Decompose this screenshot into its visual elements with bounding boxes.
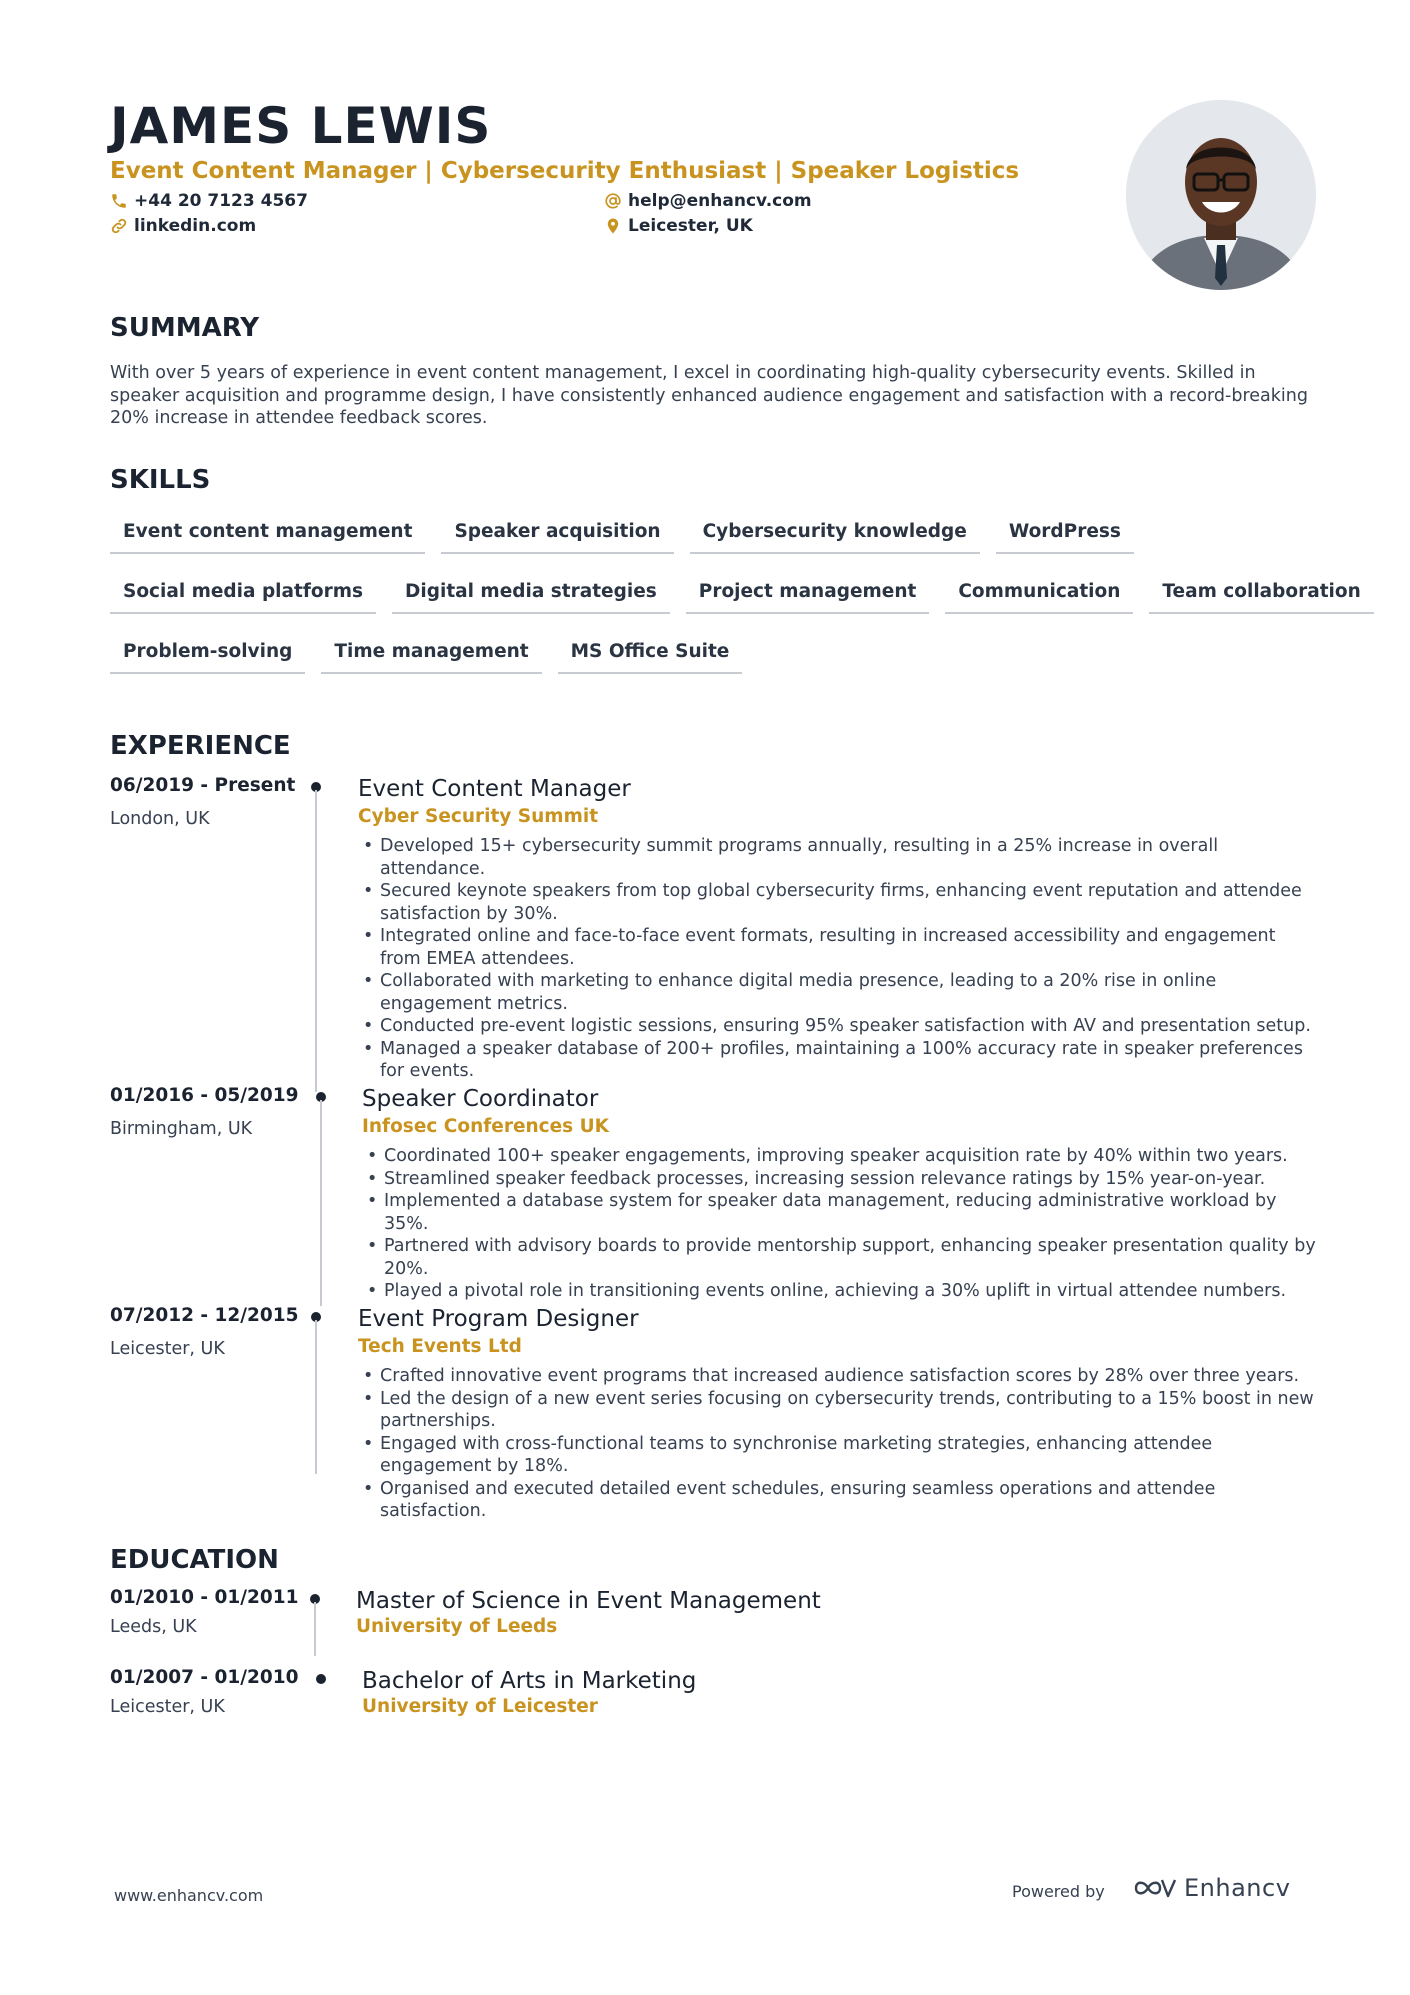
experience-bullets: [358, 835, 1318, 1083]
experience-org[interactable]: Tech Events Ltd: [358, 1336, 522, 1357]
bullet-item: • Implemented a database system for speaker data management, reducing administrative workload by 35%.: [362, 1190, 1318, 1235]
bullet-item: • Conducted pre-event logistic sessions, ensuring 95% speaker satisfaction with AV and presentation setup.: [358, 1015, 1318, 1038]
skill-tag: Communication: [945, 574, 1133, 614]
footer-brand-logo[interactable]: [1132, 1874, 1290, 1902]
skill-tag: MS Office Suite: [558, 634, 743, 674]
experience-content: [358, 1304, 1318, 1523]
skill-tag: Time management: [321, 634, 541, 674]
timeline-line: [320, 1100, 322, 1306]
bullet-item: • Led the design of a new event series focusing on cybersecurity trends, contributing to a 15% boost in new partnerships.: [358, 1388, 1318, 1433]
education-location: Leeds, UK: [110, 1617, 197, 1637]
footer-powered-by: Powered by: [1012, 1882, 1105, 1901]
experience-role: Speaker Coordinator: [362, 1086, 599, 1112]
bullet-item: • Engaged with cross-functional teams to synchronise marketing strategies, enhancing attendee engagement by 18%.: [358, 1433, 1318, 1478]
experience-date: 06/2019 - Present: [110, 775, 296, 796]
education-degree: Master of Science in Event Management: [356, 1588, 821, 1614]
experience-bullets: [358, 1365, 1318, 1523]
timeline-line: [315, 790, 317, 1092]
skills-title: SKILLS: [110, 465, 211, 495]
contact-phone[interactable]: [110, 190, 308, 212]
contact-location-text: Leicester, UK: [628, 216, 753, 236]
bullet-item: • Streamlined speaker feedback processes, increasing session relevance ratings by 15% year-on-year.: [362, 1168, 1318, 1191]
education-date: 01/2010 - 01/2011: [110, 1587, 299, 1608]
bullet-item: • Crafted innovative event programs that increased audience satisfaction scores by 28% over three years.: [358, 1365, 1318, 1388]
contact-email-text: help@enhancv.com: [628, 191, 812, 211]
education-school[interactable]: University of Leeds: [356, 1616, 558, 1637]
experience-role: Event Program Designer: [358, 1306, 639, 1332]
link-icon: [110, 217, 128, 235]
skill-tag: Social media platforms: [110, 574, 376, 614]
contact-location: [604, 215, 753, 237]
experience-location: Birmingham, UK: [110, 1119, 253, 1139]
bullet-item: • Partnered with advisory boards to provide mentorship support, enhancing speaker presentation quality by 20%.: [362, 1235, 1318, 1280]
contact-email[interactable]: [604, 190, 812, 212]
experience-org[interactable]: Cyber Security Summit: [358, 806, 599, 827]
bullet-item: • Coordinated 100+ speaker engagements, improving speaker acquisition rate by 40% within two years.: [362, 1145, 1318, 1168]
profile-portrait-icon: [1126, 100, 1316, 290]
education-date: 01/2007 - 01/2010: [110, 1667, 299, 1688]
contact-phone-text: +44 20 7123 4567: [134, 191, 308, 211]
contact-website[interactable]: [110, 215, 256, 237]
education-location: Leicester, UK: [110, 1697, 225, 1717]
contact-website-text: linkedin.com: [134, 216, 257, 236]
timeline-dot: [316, 1674, 326, 1684]
skills-list: [110, 514, 1361, 694]
experience-role: Event Content Manager: [358, 776, 631, 802]
summary-title: SUMMARY: [110, 313, 260, 343]
education-title: EDUCATION: [110, 1545, 279, 1575]
footer-brand-name: Enhancv: [1184, 1874, 1291, 1902]
experience-bullets: [362, 1145, 1318, 1303]
bullet-item: • Organised and executed detailed event schedules, ensuring seamless operations and attendee satisfaction.: [358, 1478, 1318, 1523]
candidate-name: JAMES LEWIS: [110, 97, 492, 155]
skill-tag: Project management: [686, 574, 930, 614]
bullet-item: • Collaborated with marketing to enhance digital media presence, leading to a 20% rise in online engagement metrics.: [358, 970, 1318, 1015]
skill-tag: Cybersecurity knowledge: [690, 514, 980, 554]
skill-tag: WordPress: [996, 514, 1134, 554]
skill-tag: Event content management: [110, 514, 425, 554]
skills-row: [110, 514, 1310, 554]
enhancv-logo-icon: [1132, 1875, 1178, 1901]
experience-location: Leicester, UK: [110, 1339, 225, 1359]
experience-date: 07/2012 - 12/2015: [110, 1305, 299, 1326]
education-school[interactable]: University of Leicester: [362, 1696, 598, 1717]
location-pin-icon: [604, 217, 622, 235]
timeline-line: [314, 1602, 316, 1656]
education-degree: Bachelor of Arts in Marketing: [362, 1668, 697, 1694]
experience-org[interactable]: Infosec Conferences UK: [362, 1116, 609, 1137]
at-icon: [604, 192, 622, 210]
education-content: [356, 1586, 1316, 1639]
profile-photo: [1126, 100, 1316, 290]
footer-website[interactable]: www.enhancv.com: [114, 1886, 264, 1905]
skill-tag: Team collaboration: [1149, 574, 1373, 614]
bullet-item: • Integrated online and face-to-face event formats, resulting in increased accessibility and engagement from EMEA attendees.: [358, 925, 1318, 970]
experience-date: 01/2016 - 05/2019: [110, 1085, 299, 1106]
skill-tag: Problem-solving: [110, 634, 305, 674]
experience-title: EXPERIENCE: [110, 731, 291, 761]
summary-text: With over 5 years of experience in event content management, I excel in coordinating high-quality cybersecurity events. Skilled in speaker acquisition and programme design, I have consistently enhanced audience engagement and satisfaction with a record-breaking 20% increase in attendee feedback scores.: [110, 363, 1308, 428]
candidate-headline: Event Content Manager | Cybersecurity Enthusiast | Speaker Logistics: [110, 158, 1020, 184]
experience-content: [358, 774, 1318, 1083]
timeline-line: [315, 1320, 317, 1474]
skill-tag: Speaker acquisition: [441, 514, 673, 554]
bullet-item: • Played a pivotal role in transitioning events online, achieving a 30% uplift in virtual attendee numbers.: [362, 1280, 1318, 1303]
skills-row: [110, 574, 1361, 614]
bullet-item: • Developed 15+ cybersecurity summit programs annually, resulting in a 25% increase in overall attendance.: [358, 835, 1318, 880]
skill-tag: Digital media strategies: [392, 574, 670, 614]
bullet-item: • Secured keynote speakers from top global cybersecurity firms, enhancing event reputation and attendee satisfaction by 30%.: [358, 880, 1318, 925]
experience-location: London, UK: [110, 809, 210, 829]
education-content: [362, 1666, 1318, 1719]
skills-row: [110, 634, 1310, 674]
experience-content: [362, 1084, 1318, 1303]
bullet-item: • Managed a speaker database of 200+ profiles, maintaining a 100% accuracy rate in speaker preferences for events.: [358, 1038, 1318, 1083]
phone-icon: [110, 192, 128, 210]
